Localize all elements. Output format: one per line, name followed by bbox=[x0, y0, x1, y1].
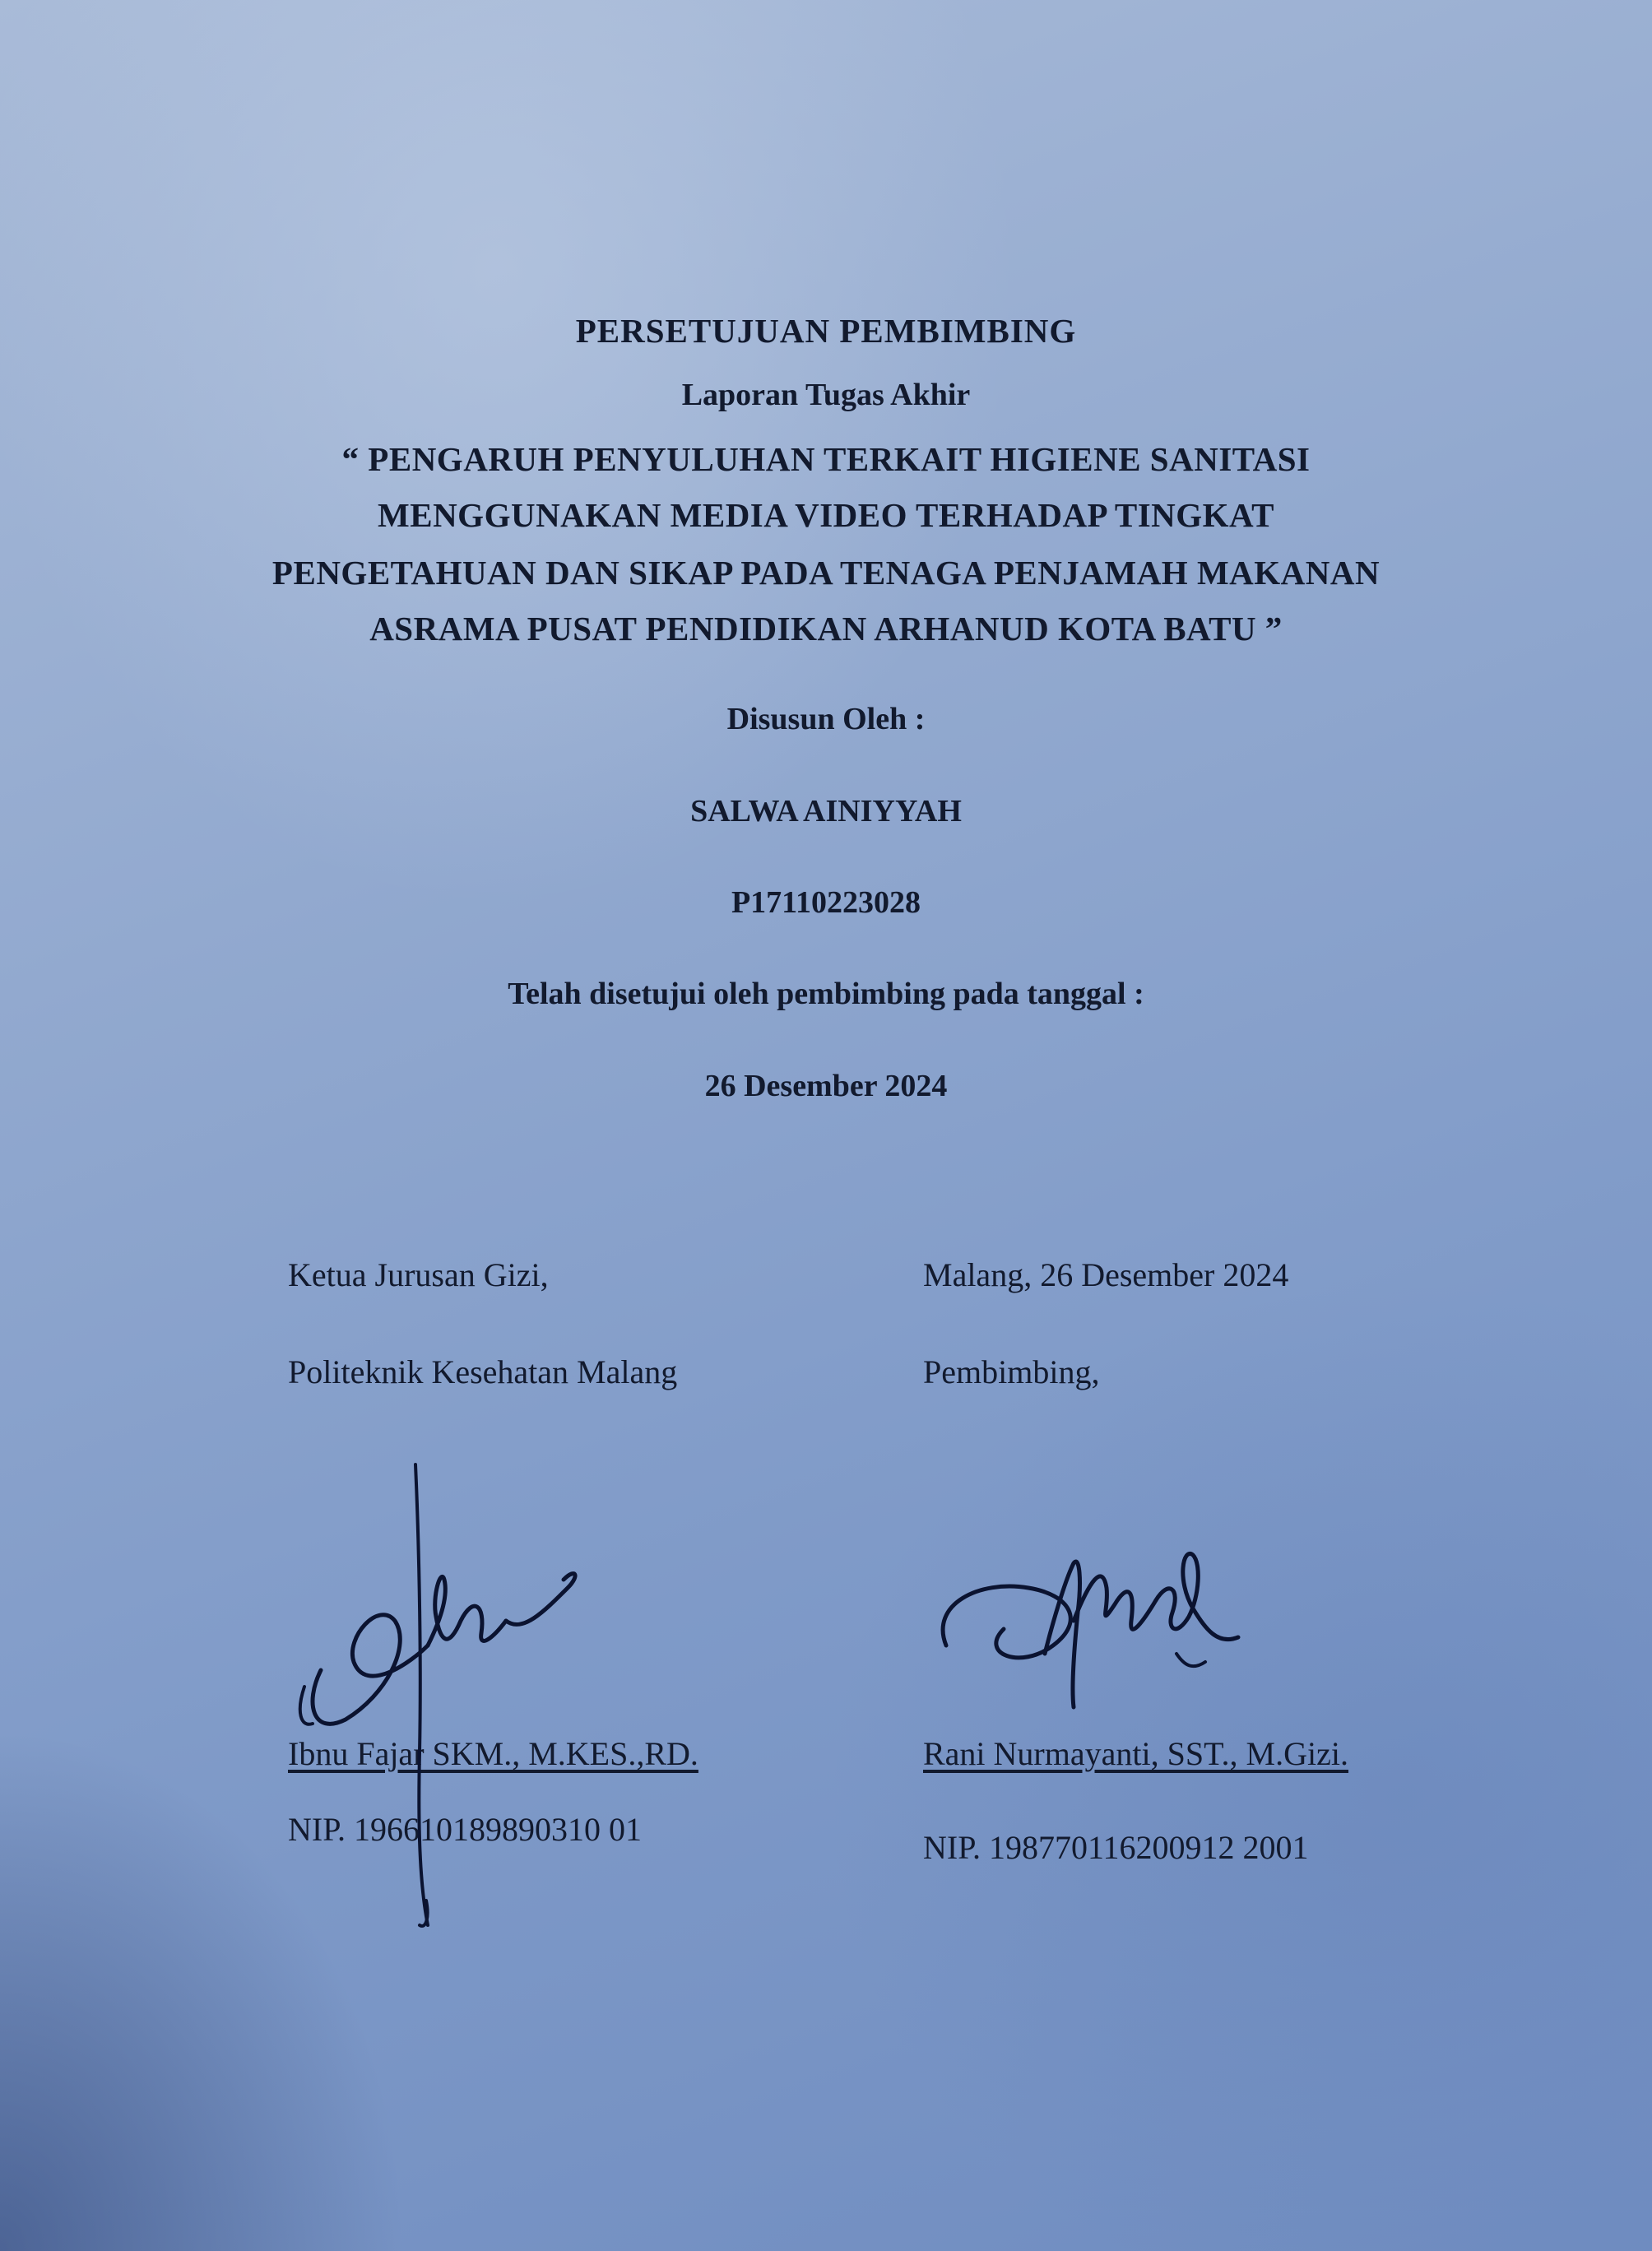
left-handwritten-signature bbox=[296, 1456, 592, 1933]
report-title-line: “ PENGARUH PENYULUHAN TERKAIT HIGIENE SANITASI bbox=[341, 440, 1311, 478]
approval-date: 26 Desember 2024 bbox=[704, 1069, 948, 1103]
left-signatory-name: Ibnu Fajar SKM., M.KES.,RD. bbox=[288, 1735, 698, 1772]
right-signatory-place-date: Malang, 26 Desember 2024 bbox=[923, 1256, 1289, 1293]
report-title-line: PENGETAHUAN DAN SIKAP PADA TENAGA PENJAMAH MAKANAN bbox=[271, 554, 1381, 592]
left-signatory-nip: NIP. 196610189890310 01 bbox=[288, 1811, 643, 1848]
left-signatory-position: Ketua Jurusan Gizi, bbox=[288, 1256, 549, 1293]
document-subheading: Laporan Tugas Akhir bbox=[681, 378, 971, 412]
right-handwritten-signature bbox=[930, 1530, 1259, 1720]
left-signatory-institution: Politeknik Kesehatan Malang bbox=[288, 1353, 678, 1390]
prepared-by-label: Disusun Oleh : bbox=[726, 702, 926, 736]
student-name: SALWA AINIYYAH bbox=[690, 794, 962, 828]
right-signatory-nip: NIP. 198770116200912 2001 bbox=[923, 1829, 1309, 1866]
right-signatory-name: Rani Nurmayanti, SST., M.Gizi. bbox=[923, 1735, 1348, 1772]
report-title-line: ASRAMA PUSAT PENDIDIKAN ARHANUD KOTA BATU ” bbox=[369, 610, 1283, 647]
right-signatory-role: Pembimbing, bbox=[923, 1353, 1100, 1390]
document-heading: PERSETUJUAN PEMBIMBING bbox=[575, 312, 1077, 350]
report-title-line: MENGGUNAKAN MEDIA VIDEO TERHADAP TINGKAT bbox=[378, 496, 1274, 534]
approval-label: Telah disetujui oleh pembimbing pada tanggal : bbox=[508, 977, 1144, 1011]
student-id: P17110223028 bbox=[731, 885, 921, 920]
